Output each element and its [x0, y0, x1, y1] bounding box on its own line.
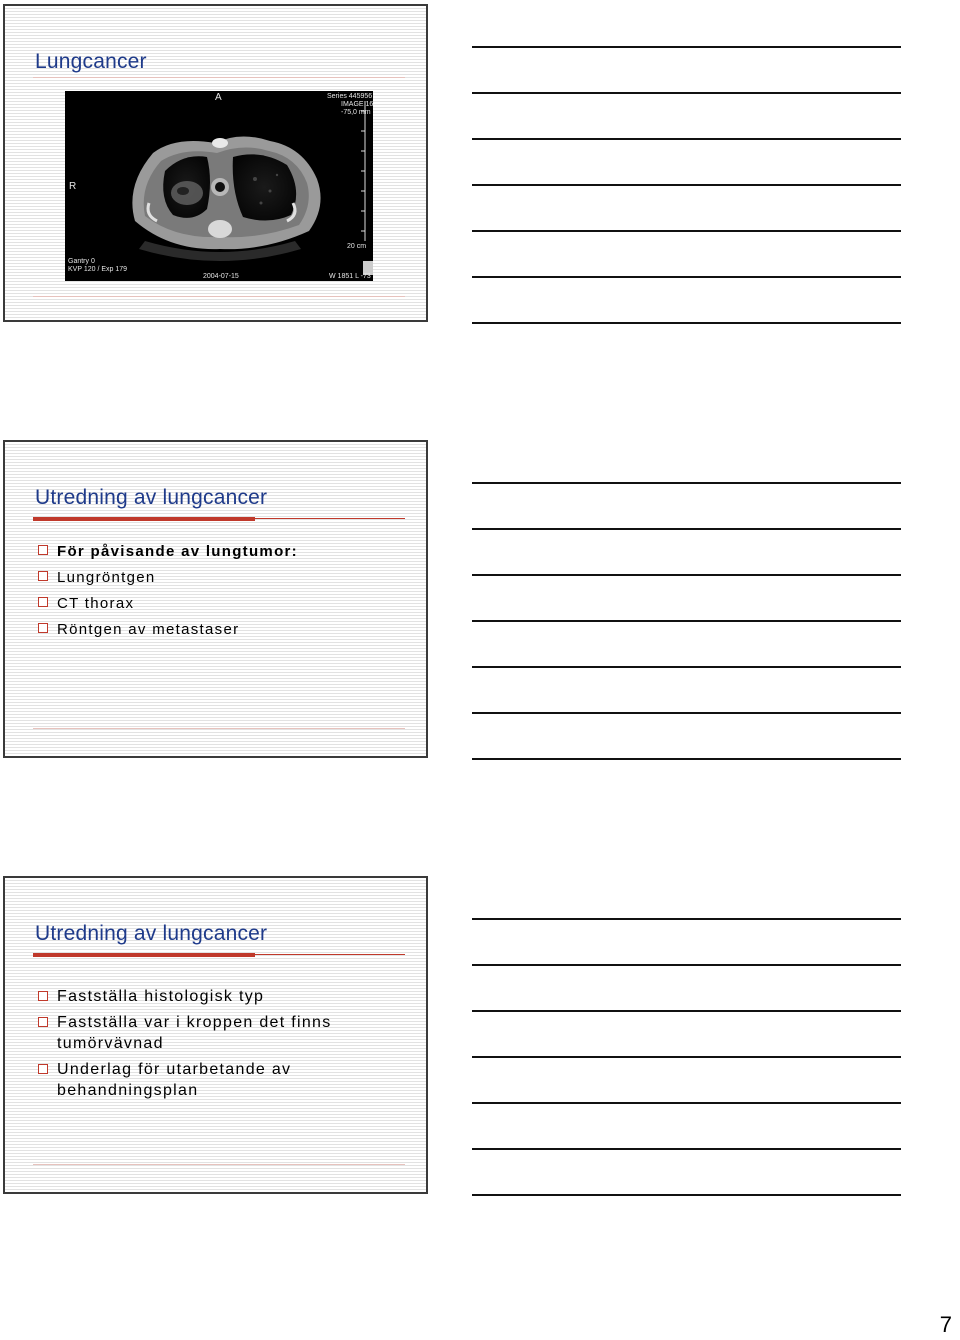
slide-title: Utredning av lungcancer [35, 922, 268, 945]
bullet-box-icon [38, 1064, 48, 1074]
notes-line [472, 1056, 901, 1058]
ct-slice-position: -75,0 mm [341, 109, 371, 116]
slide-bottom-rule [33, 728, 405, 729]
slide-title: Lungcancer [35, 50, 147, 73]
notes-line [472, 666, 901, 668]
bullet-text: För påvisande av lungtumor: [57, 543, 298, 560]
slide-bottom-rule [33, 296, 405, 297]
bullet-text: Röntgen av metastaser [57, 621, 240, 638]
notes-line [472, 918, 901, 920]
list-item [35, 986, 365, 1007]
title-underline-thin [255, 954, 405, 955]
title-underline [33, 517, 255, 521]
slide-title: Utredning av lungcancer [35, 486, 268, 509]
ct-date: 2004-07-15 [203, 273, 239, 280]
notes-line [472, 574, 901, 576]
ct-series: Series 445956 [327, 93, 373, 100]
notes-line [472, 92, 901, 94]
notes-line [472, 230, 901, 232]
ct-scan-image [65, 91, 373, 281]
slide-1 [3, 4, 428, 322]
notes-line [472, 1148, 901, 1150]
bullet-text: CT thorax [57, 595, 135, 612]
bullet-list [35, 539, 298, 643]
slide-3 [3, 876, 428, 1194]
ct-image-number: IMAGE 16 [341, 101, 373, 108]
notes-line [472, 1010, 901, 1012]
bullet-text: Lungröntgen [57, 569, 156, 586]
list-item [35, 565, 298, 591]
slide-bottom-rule [33, 1164, 405, 1165]
bullet-box-icon [38, 1017, 48, 1027]
ct-orientation-left: R [69, 181, 77, 192]
bullet-box-icon [38, 623, 48, 633]
notes-line [472, 964, 901, 966]
title-underline [33, 953, 255, 957]
title-underline-thin [255, 518, 405, 519]
list-item [35, 1059, 365, 1101]
bullet-box-icon [38, 991, 48, 1001]
notes-line [472, 758, 901, 760]
list-item [35, 617, 298, 643]
bullet-text: Fastställa histologisk typ [57, 988, 265, 1005]
ct-orientation-top: A [215, 92, 222, 103]
notes-line [472, 482, 901, 484]
bullet-text: Fastställa var i kroppen det finns tumörvävnad [57, 1014, 332, 1052]
bullet-list [35, 986, 365, 1106]
notes-line [472, 184, 901, 186]
notes-line [472, 528, 901, 530]
notes-line [472, 712, 901, 714]
notes-line [472, 138, 901, 140]
bullet-box-icon [38, 545, 48, 555]
list-item [35, 1012, 365, 1054]
notes-line [472, 1194, 901, 1196]
title-underline [33, 77, 405, 78]
notes-line [472, 1102, 901, 1104]
list-item [35, 591, 298, 617]
slide-2 [3, 440, 428, 758]
ct-window: W 1851 L -73 [329, 273, 371, 280]
list-item [35, 539, 298, 565]
bullet-box-icon [38, 597, 48, 607]
page-number: 7 [939, 1312, 952, 1337]
notes-line [472, 322, 901, 324]
notes-line [472, 46, 901, 48]
bullet-box-icon [38, 571, 48, 581]
notes-line [472, 620, 901, 622]
ct-kvp: KVP 120 / Exp 179 [68, 266, 128, 273]
ct-scale: 20 cm [347, 243, 367, 250]
ct-scan-graphic [65, 91, 373, 281]
notes-line [472, 276, 901, 278]
ct-gantry: Gantry 0 [68, 258, 95, 265]
bullet-text: Underlag för utarbetande av behandningsplan [57, 1061, 292, 1099]
